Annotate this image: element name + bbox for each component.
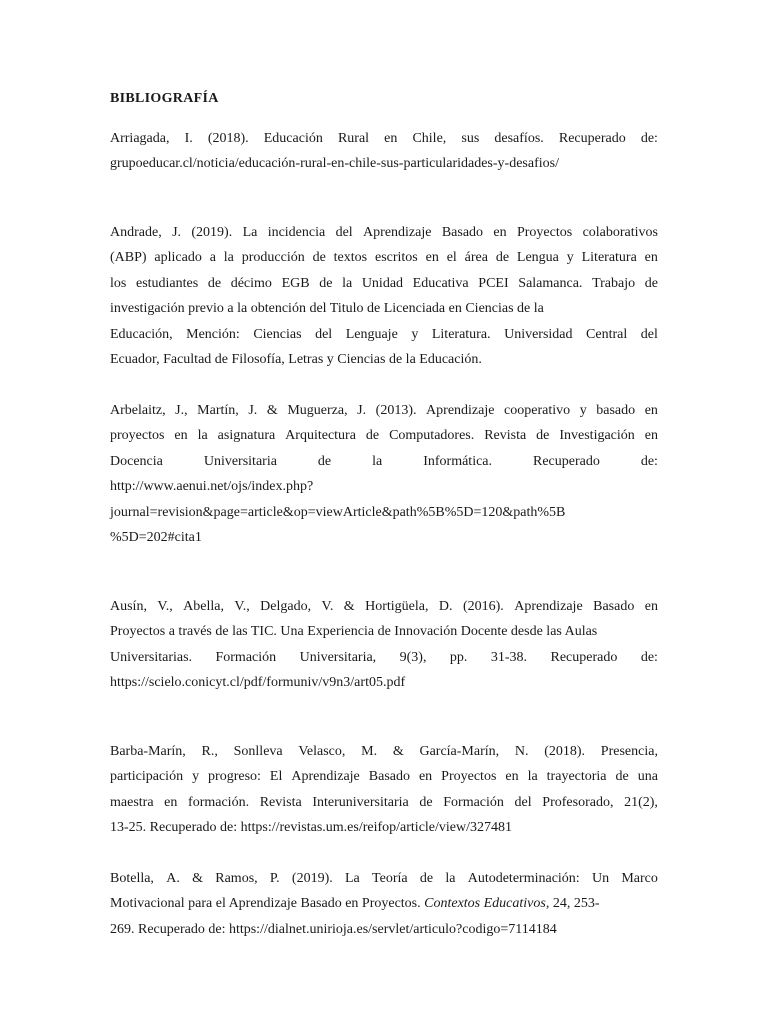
- entry-word: área: [464, 250, 488, 265]
- entry-word: Central: [586, 326, 628, 342]
- entry-word: Profesorado,: [542, 794, 614, 810]
- entry-word: EGB: [281, 275, 310, 291]
- entry-word: los: [110, 275, 127, 291]
- entry-word: M.: [361, 743, 378, 759]
- bibliography-entry: [110, 220, 658, 373]
- entry-word: J.: [172, 224, 182, 240]
- entry-word: y: [579, 402, 587, 418]
- bibliography-entry: [110, 866, 658, 943]
- entry-word: García-Marín,: [419, 743, 500, 759]
- entry-spacer: [110, 551, 658, 594]
- entry-spacer: [110, 696, 658, 739]
- entry-word: en: [644, 402, 658, 418]
- entry-word: en: [164, 794, 178, 810]
- bibliography-entry: [110, 126, 658, 177]
- entry-word: Unidad: [361, 275, 404, 291]
- entry-spacer: [110, 841, 658, 866]
- entry-word: &: [343, 598, 355, 614]
- entry-word: A.: [166, 870, 180, 886]
- bibliography-list: [110, 126, 658, 943]
- entry-line: %5D=202#cita1: [110, 530, 202, 545]
- entry-word: de:: [640, 130, 658, 146]
- entry-word: de: [495, 250, 510, 265]
- entry-word: Ausín,: [110, 598, 147, 614]
- entry-line: journal=revision&page=article&op=viewArticle&path%5B%5D=120&path%5B: [110, 504, 566, 520]
- entry-word: Computadores.: [389, 428, 475, 443]
- entry-word: Aprendizaje: [514, 598, 583, 614]
- entry-line: http://www.aenui.net/ojs/index.php?: [110, 479, 314, 494]
- entry-word: Lengua: [516, 250, 559, 265]
- entry-word: progreso:: [208, 769, 261, 784]
- entry-word: Autodeterminación:: [467, 870, 580, 886]
- entry-word: estudiantes: [135, 275, 199, 291]
- entry-line: grupoeducar.cl/noticia/educación-rural-en-chile-sus-particularidades-y-desafios/: [110, 156, 559, 171]
- entry-word: 9(3),: [399, 649, 427, 665]
- entry-word: Docencia: [110, 453, 163, 469]
- entry-word: El: [269, 769, 283, 784]
- entry-word: N.: [514, 743, 529, 759]
- entry-word: (ABP): [110, 250, 147, 265]
- entry-word: la: [527, 769, 538, 784]
- entry-word: Recuperado: [558, 130, 626, 146]
- document-page: [110, 86, 658, 942]
- entry-word: de: [207, 275, 222, 291]
- entry-word: J.: [248, 402, 258, 418]
- entry-word: pp.: [449, 649, 468, 665]
- entry-word: escritos: [374, 250, 418, 265]
- entry-word: V.,: [234, 598, 250, 614]
- entry-word: J.: [357, 402, 367, 418]
- entry-word: Revista: [484, 428, 527, 443]
- entry-word: de: [317, 453, 332, 469]
- entry-word: Educativa: [412, 275, 469, 291]
- entry-line: Ecuador, Facultad de Filosofía, Letras y Ciencias de la Educación.: [110, 352, 482, 367]
- entry-word: Lenguaje: [345, 326, 398, 342]
- entry-word: Recuperado: [533, 453, 600, 469]
- entry-spacer: [110, 373, 658, 398]
- entry-word: asignatura: [217, 428, 276, 443]
- entry-line: Proyectos a través de las TIC. Una Experiencia de Innovación Docente desde las Aulas: [110, 624, 598, 639]
- entry-word: colaborativos: [582, 224, 658, 240]
- entry-word: basado: [596, 402, 636, 418]
- entry-word: Recuperado: [550, 649, 618, 665]
- entry-word: Chile,: [412, 130, 447, 146]
- entry-word: Velasco,: [298, 743, 346, 759]
- entry-word: de: [312, 250, 326, 265]
- entry-word: trayectoria: [546, 769, 607, 784]
- entry-word: una: [637, 769, 658, 784]
- entry-word: Universitaria,: [299, 649, 377, 665]
- entry-word: de: [644, 275, 658, 291]
- entry-word: aplicado: [154, 250, 202, 265]
- entry-word: Salamanca.: [518, 275, 583, 291]
- entry-word: del: [335, 224, 353, 240]
- entry-word: V.,: [157, 598, 173, 614]
- entry-word: Arquitectura: [285, 428, 356, 443]
- entry-word: Trabajo: [592, 275, 636, 291]
- entry-word: en: [505, 769, 519, 784]
- entry-word: Andrade,: [110, 224, 162, 240]
- entry-word: y: [192, 769, 200, 784]
- entry-word: Formación: [215, 649, 277, 665]
- entry-word: de: [319, 275, 333, 291]
- entry-word: Informática.: [423, 453, 493, 469]
- entry-word: la: [445, 870, 456, 886]
- entry-word: participación: [110, 769, 184, 784]
- entry-text: , 24, 253-: [545, 896, 600, 911]
- entry-text: Motivacional para el Aprendizaje Basado en Proyectos.: [110, 896, 425, 911]
- entry-line: 269. Recuperado de: https://dialnet.unirioja.es/servlet/articulo?codigo=7114184: [110, 921, 557, 937]
- entry-word: Universitaria: [203, 453, 277, 469]
- entry-word: Investigación: [559, 428, 635, 443]
- entry-word: en: [644, 250, 658, 265]
- entry-word: Un: [591, 870, 610, 886]
- entry-word: desafíos.: [494, 130, 544, 146]
- entry-line: https://scielo.conicyt.cl/pdf/formuniv/v9n3/art05.pdf: [110, 675, 406, 690]
- entry-word: en: [425, 250, 439, 265]
- entry-word: PCEI: [478, 275, 509, 291]
- entry-word: (2018).: [207, 130, 249, 146]
- entry-word: la: [223, 250, 234, 265]
- entry-word: en: [418, 769, 433, 784]
- bibliography-entry: [110, 398, 658, 551]
- entry-word: proyectos: [110, 428, 165, 443]
- entry-word: Educación,: [110, 326, 173, 342]
- entry-word: La: [345, 870, 360, 886]
- entry-word: de:: [640, 649, 658, 665]
- entry-word: Arriagada,: [110, 130, 170, 146]
- bibliography-entry: [110, 739, 658, 841]
- entry-word: Teoría: [372, 870, 408, 886]
- entry-word: (2016).: [462, 598, 504, 614]
- entry-word: Abella,: [183, 598, 224, 614]
- entry-word: Proyectos: [516, 224, 573, 240]
- entry-word: textos: [333, 250, 368, 265]
- entry-word: Educación: [263, 130, 323, 146]
- entry-word: Literatura.: [431, 326, 491, 342]
- entry-word: (2019).: [291, 870, 333, 886]
- entry-word: Basado: [441, 224, 484, 240]
- entry-word: de: [365, 428, 380, 443]
- entry-word: de:: [640, 453, 658, 469]
- entry-word: de: [615, 769, 629, 784]
- entry-word: del: [514, 794, 532, 810]
- entry-word: Ramos,: [215, 870, 258, 886]
- journal-title: Contextos Educativos: [424, 896, 546, 911]
- entry-word: maestra: [110, 794, 154, 810]
- entry-word: producción: [241, 250, 305, 265]
- entry-word: en: [493, 224, 507, 240]
- entry-word: Rural: [337, 130, 370, 146]
- entry-word: Universidad: [504, 326, 573, 342]
- entry-word: Muguerza,: [287, 402, 348, 418]
- entry-line: investigación previo a la obtención del Titulo de Licenciada en Ciencias de la: [110, 301, 544, 316]
- entry-word: Aprendizaje: [291, 769, 360, 784]
- entry-word: Hortigüela,: [365, 598, 429, 614]
- entry-word: formación.: [188, 794, 250, 810]
- entry-word: incidencia: [267, 224, 326, 240]
- entry-word: la: [342, 275, 353, 291]
- page-title: BIBLIOGRAFÍA: [110, 91, 219, 106]
- entry-word: Botella,: [110, 870, 154, 886]
- entry-word: (2018).: [544, 743, 586, 759]
- entry-word: R.,: [201, 743, 218, 759]
- entry-word: Aprendizaje: [426, 402, 495, 418]
- entry-word: J.,: [175, 402, 188, 418]
- entry-word: Proyectos: [441, 769, 497, 784]
- entry-word: I.: [184, 130, 193, 146]
- entry-word: &: [192, 870, 203, 886]
- entry-word: la: [197, 428, 208, 443]
- entry-word: y: [566, 250, 574, 265]
- entry-line: 13-25. Recuperado de: https://revistas.um.es/reifop/article/view/327481: [110, 820, 513, 835]
- entry-word: Martín,: [197, 402, 239, 418]
- entry-word: Ciencias: [253, 326, 302, 342]
- entry-word: de: [536, 428, 550, 443]
- entry-word: Marco: [621, 870, 658, 886]
- entry-word: Barba-Marín,: [110, 743, 186, 759]
- entry-word: en: [644, 428, 658, 443]
- entry-word: décimo: [230, 275, 272, 291]
- entry-word: Arbelaitz,: [110, 402, 166, 418]
- entry-word: el: [446, 250, 457, 265]
- entry-word: Mención:: [186, 326, 240, 342]
- entry-word: Sonlleva: [233, 743, 283, 759]
- entry-word: de: [419, 870, 434, 886]
- entry-word: 31-38.: [490, 649, 528, 665]
- entry-word: del: [640, 326, 658, 342]
- entry-word: del: [315, 326, 333, 342]
- entry-word: en: [174, 428, 188, 443]
- entry-word: Revista: [259, 794, 302, 810]
- entry-word: (2013).: [375, 402, 417, 418]
- entry-word: Delgado,: [260, 598, 312, 614]
- entry-word: 21(2),: [624, 794, 658, 810]
- entry-word: &: [266, 402, 278, 418]
- entry-word: &: [392, 743, 404, 759]
- entry-word: en: [384, 130, 398, 146]
- entry-spacer: [110, 177, 658, 220]
- entry-word: Literatura: [581, 250, 637, 265]
- entry-word: de: [419, 794, 433, 810]
- entry-word: a: [209, 250, 216, 265]
- entry-word: cooperativo: [504, 402, 571, 418]
- entry-word: Presencia,: [600, 743, 658, 759]
- entry-word: Formación: [443, 794, 504, 810]
- entry-word: La: [242, 224, 258, 240]
- entry-word: y: [411, 326, 419, 342]
- entry-word: V.: [321, 598, 334, 614]
- entry-word: la: [372, 453, 383, 469]
- entry-word: Aprendizaje: [363, 224, 432, 240]
- bibliography-entry: [110, 594, 658, 696]
- entry-word: Interuniversitaria: [312, 794, 409, 810]
- entry-word: Universitarias.: [110, 649, 193, 665]
- entry-word: (2019).: [191, 224, 233, 240]
- entry-word: P.: [269, 870, 280, 886]
- entry-word: sus: [461, 130, 480, 146]
- entry-word: Basado: [593, 598, 635, 614]
- entry-word: Basado: [368, 769, 410, 784]
- entry-word: D.: [438, 598, 453, 614]
- entry-word: en: [644, 598, 658, 614]
